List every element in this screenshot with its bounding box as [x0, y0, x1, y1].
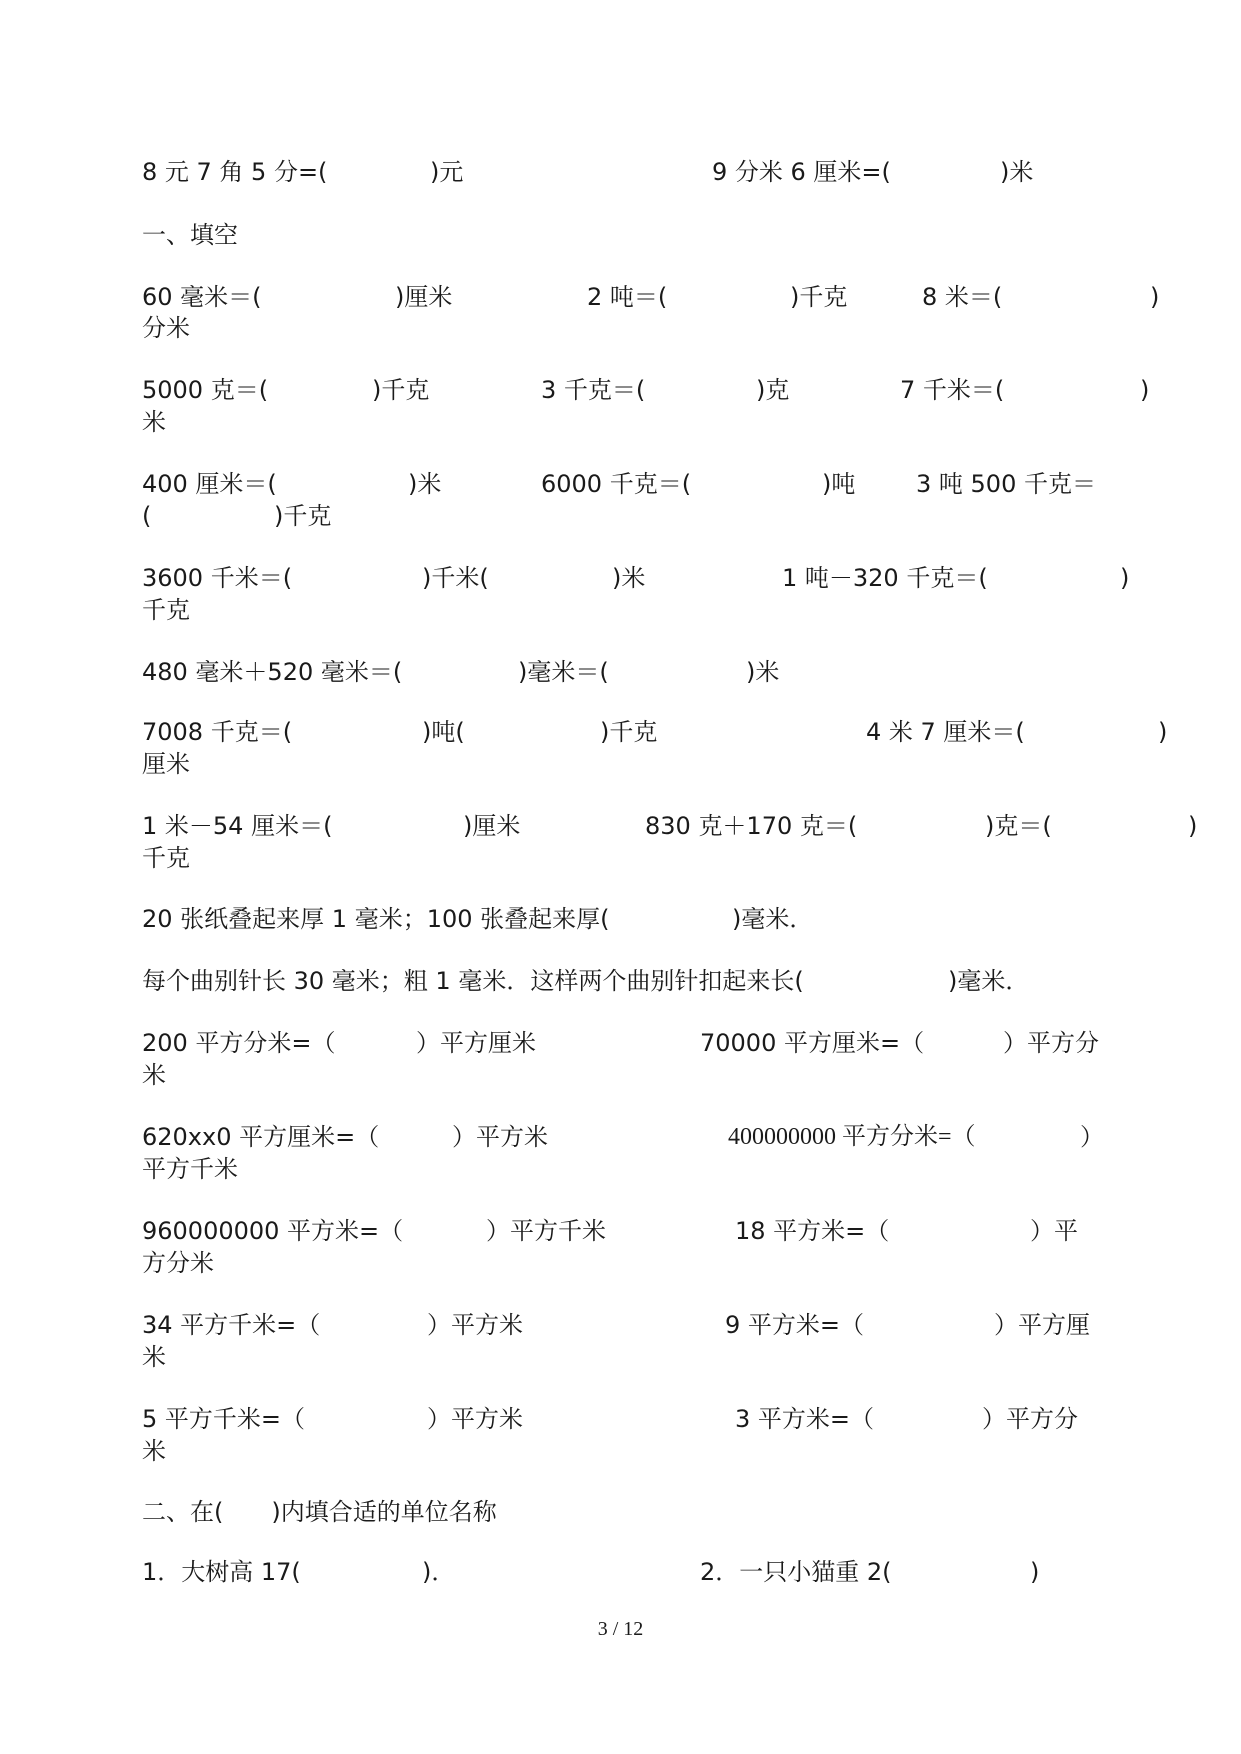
q7-b2: )克＝(: [985, 812, 1052, 840]
q6-b: 4 米 7 厘米＝(: [866, 718, 1025, 746]
q8-a2: )毫米．: [732, 905, 814, 933]
q5-a: 480 毫米＋520 毫米＝(: [142, 658, 403, 686]
q5-a2: )毫米＝(: [518, 658, 609, 686]
q10-a2: ）平方厘米: [416, 1029, 536, 1057]
q6-b2: ): [1158, 718, 1168, 746]
q2-c3: 米: [142, 408, 166, 436]
q2-b2: )克: [756, 376, 790, 404]
q9-a: 每个曲别针长 30 毫米；粗 1 毫米．这样两个曲别针扣起来长(: [142, 967, 804, 995]
q8-a: 20 张纸叠起来厚 1 毫米；100 张叠起来厚(: [142, 905, 610, 933]
page-number: 3 / 12: [597, 1618, 644, 1640]
q12-b2: ）平: [1030, 1217, 1078, 1245]
line1-left-close: )元: [430, 158, 464, 186]
q3-a: 400 厘米＝(: [142, 470, 277, 498]
q7-b: 830 克＋170 克＝(: [645, 812, 858, 840]
q2-a2: )千克: [372, 376, 430, 404]
q6-a2: )吨(: [422, 718, 465, 746]
q12-a2: ）平方千米: [486, 1217, 606, 1245]
q3-c: 3 吨 500 千克＝: [916, 470, 1096, 498]
q1-b2: )千克: [790, 283, 848, 311]
q7-a: 1 米－54 厘米＝(: [142, 812, 333, 840]
q11-b2: ）: [1080, 1123, 1104, 1151]
q2-b: 3 千克＝(: [541, 376, 646, 404]
line1-right-close: )米: [1000, 158, 1034, 186]
q5-a3: )米: [746, 658, 780, 686]
q4-b: 1 吨－320 千克＝(: [782, 564, 988, 592]
s2q1-a2: )．: [422, 1558, 456, 1586]
section1-title: 一、填空: [142, 221, 238, 249]
q4-b2: ): [1120, 564, 1130, 592]
q4-a2: )千米(: [422, 564, 489, 592]
q11-b3: 平方千米: [142, 1155, 238, 1183]
q4-a: 3600 千米＝(: [142, 564, 293, 592]
line1-left: 8 元 7 角 5 分=(: [142, 158, 328, 186]
q1-c2: ): [1150, 283, 1160, 311]
q4-a3: )米: [612, 564, 646, 592]
s2q1-a: 1．大树高 17(: [142, 1558, 301, 1586]
q14-b3: 米: [142, 1437, 166, 1465]
q3-a2: )米: [408, 470, 442, 498]
q12-b: 18 平方米=（: [735, 1217, 890, 1245]
q12-a: 960000000 平方米=（: [142, 1217, 404, 1245]
q14-a: 5 平方千米=（: [142, 1405, 306, 1433]
q10-b: 70000 平方厘米=（: [700, 1029, 925, 1057]
q2-a: 5000 克＝(: [142, 376, 269, 404]
q11-a2: ）平方米: [452, 1123, 548, 1151]
q14-a2: ）平方米: [427, 1405, 523, 1433]
q10-a: 200 平方分米=（: [142, 1029, 336, 1057]
q1-a2: )厘米: [395, 283, 453, 311]
s2q1-b2: ): [1030, 1558, 1040, 1586]
q13-a: 34 平方千米=（: [142, 1311, 321, 1339]
q6-a3: )千克: [600, 718, 658, 746]
q9-a2: )毫米．: [948, 967, 1030, 995]
q3-b: 6000 千克＝(: [541, 470, 692, 498]
q7-b4: 千克: [142, 844, 190, 872]
q11-b: 400000000 平方分米=（: [728, 1124, 976, 1150]
q3-c3: (: [142, 502, 152, 530]
q14-b2: ）平方分: [982, 1405, 1078, 1433]
q4-b3: 千克: [142, 596, 190, 624]
q3-c4: )千克: [274, 502, 332, 530]
q3-b2: )吨: [822, 470, 856, 498]
q1-b: 2 吨＝(: [587, 283, 668, 311]
q10-b3: 米: [142, 1061, 166, 1089]
q1-a: 60 毫米＝(: [142, 283, 262, 311]
q7-a2: )厘米: [463, 812, 521, 840]
q6-b3: 厘米: [142, 750, 190, 778]
q11-a: 620xx0 平方厘米=（: [142, 1123, 380, 1151]
line1-right: 9 分米 6 厘米=(: [712, 158, 891, 186]
q2-c2: ): [1140, 376, 1150, 404]
q1-c: 8 米＝(: [922, 283, 1003, 311]
q10-b2: ）平方分: [1003, 1029, 1099, 1057]
q14-b: 3 平方米=（: [735, 1405, 875, 1433]
q13-b2: ）平方厘: [994, 1311, 1090, 1339]
section2-title: 二、在( )内填合适的单位名称: [142, 1498, 497, 1526]
q12-b3: 方分米: [142, 1249, 214, 1277]
q13-a2: ）平方米: [427, 1311, 523, 1339]
q13-b3: 米: [142, 1343, 166, 1371]
q7-b3: ): [1188, 812, 1198, 840]
q13-b: 9 平方米=（: [725, 1311, 865, 1339]
q1-c3: 分米: [142, 314, 190, 342]
q6-a: 7008 千克＝(: [142, 718, 293, 746]
q2-c: 7 千米＝(: [900, 376, 1005, 404]
s2q1-b: 2．一只小猫重 2(: [700, 1558, 892, 1586]
